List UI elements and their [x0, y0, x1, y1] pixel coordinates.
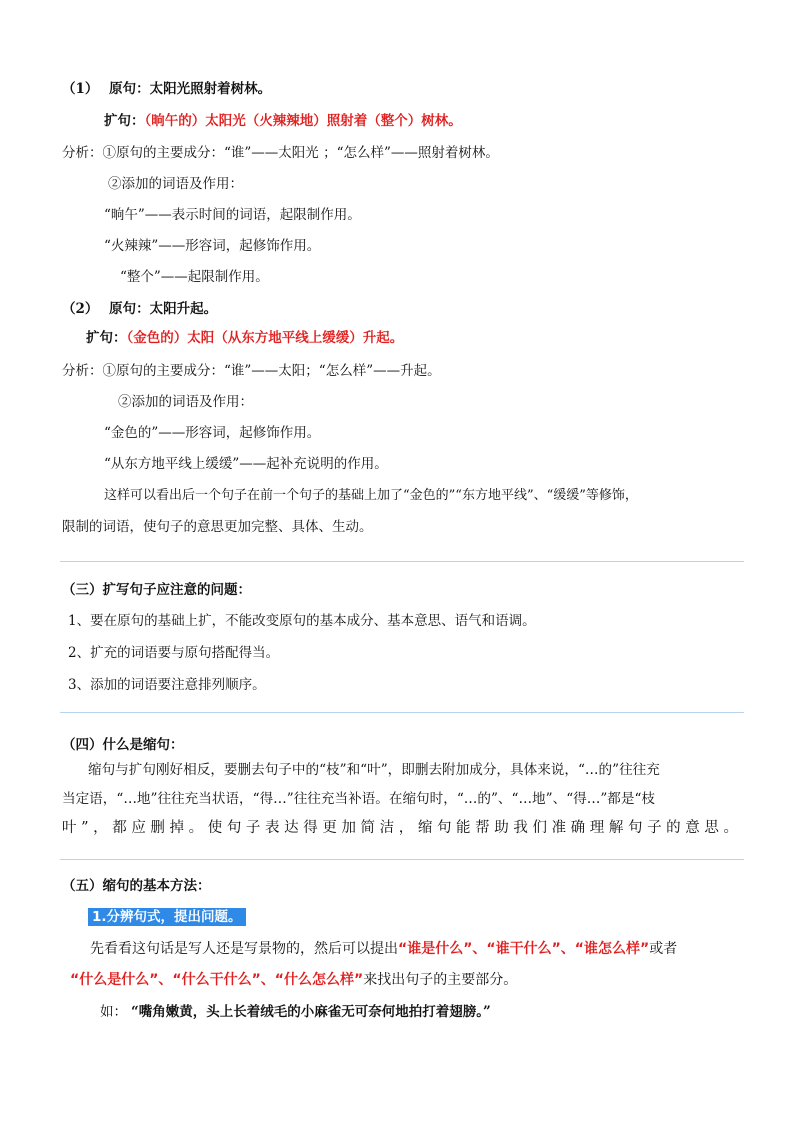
example-2-analysis-1: 分析：①原句的主要成分：“谁”——太阳；“怎么样”——升起。: [62, 363, 441, 379]
example-2-expanded: 扩句：（金色的）太阳（从东方地平线上缓缓）升起。: [86, 330, 404, 346]
example-1-analysis-2: ②添加的词语及作用：: [108, 176, 243, 192]
example-2-original: （2） 原句：太阳升起。: [62, 301, 218, 317]
section-3-item-1: 1、要在原句的基础上扩，不能改变原句的基本成分、基本意思、语气和语调。: [68, 613, 536, 629]
section-5-paragraph-line-2: “什么是什么”、“什么干什么”、“什么怎么样”来找出句子的主要部分。: [70, 972, 518, 988]
example-1-expanded: 扩句：（晌午的）太阳光（火辣辣地）照射着（整个）树林。: [104, 113, 462, 129]
section-4-paragraph-line-1: 缩句与扩句刚好相反，要删去句子中的“枝”和“叶”，即删去附加成分，具体来说，“…的”往往充: [88, 762, 660, 778]
section-4-paragraph-line-2: 当定语，“…地”往往充当状语，“得…”往往充当补语。在缩句时，“…的”、“…地”、“得…”都是“枝: [62, 791, 656, 807]
example-2-summary-2: 限制的词语，使句子的意思更加完整、具体、生动。: [62, 519, 373, 535]
example-2-analysis-3: “金色的”——形容词，起修饰作用。: [104, 425, 321, 441]
example-2-label: （2）: [62, 301, 99, 317]
section-3-title: （三）扩写句子应注意的问题：: [62, 582, 251, 598]
section-5-paragraph-line-1: 先看看这句话是写人还是写景物的，然后可以提出“谁是什么”、“谁干什么”、“谁怎么样”或者: [90, 941, 678, 957]
section-4-paragraph-line-3: 叶”，都应删掉。使句子表达得更加简洁，缩句能帮助我们准确理解句子的意思。: [62, 820, 738, 836]
section-5-example: 如： “嘴角嫩黄，头上长着绒毛的小麻雀无可奈何地拍打着翅膀。”: [100, 1004, 491, 1020]
example-1-label: （1）: [62, 81, 99, 97]
section-3-item-3: 3、添加的词语要注意排列顺序。: [68, 677, 266, 693]
method-1-heading: 1.分辨句式，提出问题。: [88, 907, 246, 927]
divider: [60, 859, 744, 860]
divider: [60, 712, 744, 713]
section-3-item-2: 2、扩充的词语要与原句搭配得当。: [68, 645, 280, 661]
example-2-analysis-2: ②添加的词语及作用：: [118, 394, 253, 410]
section-4-title: （四）什么是缩句：: [62, 737, 184, 753]
example-2-analysis-4: “从东方地平线上缓缓”——起补充说明的作用。: [104, 456, 388, 472]
example-1-analysis-5: “整个”——起限制作用。: [120, 269, 269, 285]
divider: [60, 561, 744, 562]
example-1-analysis-4: “火辣辣”——形容词，起修饰作用。: [104, 238, 321, 254]
example-1-analysis-3: “晌午”——表示时间的词语，起限制作用。: [104, 207, 361, 223]
example-1-analysis-1: 分析：①原句的主要成分：“谁”——太阳光 ；“怎么样”——照射着树林。: [62, 145, 499, 161]
example-1-original: （1） 原句：太阳光照射着树林。: [62, 81, 272, 97]
example-2-summary-1: 这样可以看出后一个句子在前一个句子的基础上加了“金色的”“东方地平线”、“缓缓”等修饰，: [104, 488, 638, 503]
section-5-title: （五）缩句的基本方法：: [62, 878, 211, 894]
